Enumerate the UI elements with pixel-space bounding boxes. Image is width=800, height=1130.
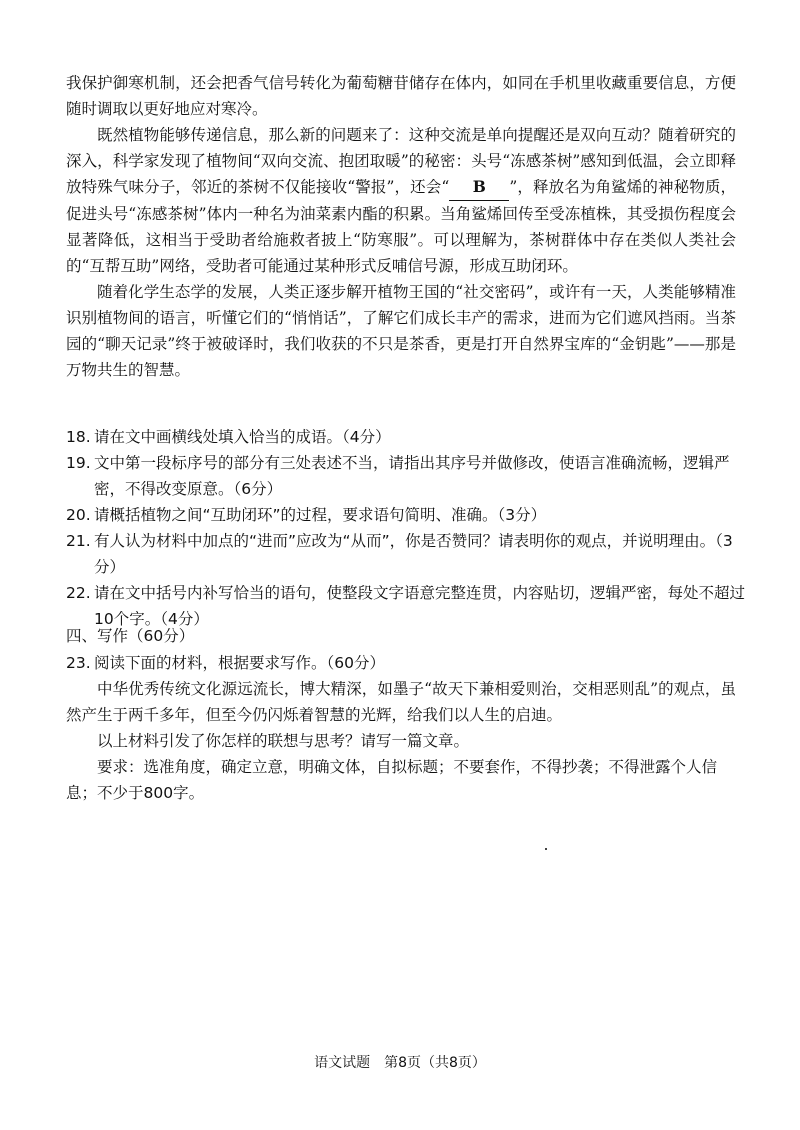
writing-requirements: 要求：选准角度，确定立意，明确文体，自拟标题；不要套作，不得抄袭；不得泄露个人信息；不少于800字。 <box>66 758 718 802</box>
question-number: 23. <box>66 654 91 672</box>
question-list <box>66 424 746 632</box>
passage-paragraph-1: 我保护御寒机制，还会把香气信号转化为葡萄糖苷储存在体内，如同在手机里收藏重要信息，方便随时调取以更好地应对寒冷。 <box>66 74 736 118</box>
passage-paragraph-2 <box>66 122 736 279</box>
blank-b: B <box>449 174 509 201</box>
question-number: 21. <box>66 532 91 550</box>
question-text: 请在文中画横线处填入恰当的成语。（4分） <box>94 428 391 446</box>
question-number: 22. <box>66 584 91 602</box>
question-text: 有人认为材料中加点的“进而”应改为“从而”，你是否赞同？请表明你的观点，并说明理由。（3分） <box>94 532 733 576</box>
writing-prompt: 以上材料引发了你怎样的联想与思考？请写一篇文章。 <box>97 732 470 750</box>
scan-speck <box>545 848 547 850</box>
passage-paragraph-2-before: 既然植物能够传递信息，那么新的问题来了：这种交流是单向提醒还是双向互动？随着研究的深入，科学家发现了植物间“双向交流、抱团取暖”的秘密：头号“冻感茶树”感知到低温，会立即释放特殊气味分子，邻近的茶树不仅能接收“警报”，还会“ <box>66 126 736 196</box>
question-19 <box>66 450 746 502</box>
question-23 <box>66 650 746 676</box>
question-number: 19. <box>66 454 91 472</box>
question-text: 文中第一段标序号的部分有三处表述不当，请指出其序号并做修改，使语言准确流畅，逻辑严密，不得改变原意。（6分） <box>94 454 730 498</box>
question-18 <box>66 424 746 450</box>
question-text: 阅读下面的材料，根据要求写作。（60分） <box>94 654 385 672</box>
writing-instructions <box>66 728 736 806</box>
question-number: 20. <box>66 506 91 524</box>
passage-paragraph-3: 随着化学生态学的发展，人类正逐步解开植物王国的“社交密码”，或许有一天，人类能够精准识别植物间的语言，听懂它们的“悄悄话”，了解它们成长丰产的需求，进而为它们遮风挡雨。当茶园的“聊天记录”终于被破译时，我们收获的不只是茶香，更是打开自然界宝库的“金钥匙”——那是万物共生的智慧。 <box>66 283 736 379</box>
page-footer: 语文试题 第8页（共8页） <box>314 1055 486 1071</box>
writing-material <box>66 676 736 728</box>
question-text: 请概括植物之间“互助闭环”的过程，要求语句简明、准确。（3分） <box>94 506 547 524</box>
reading-passage <box>66 70 736 383</box>
material-text: 中华优秀传统文化源远流长，博大精深，如墨子“故天下兼相爱则治，交相恶则乱”的观点，虽然产生于两千多年，但至今仍闪烁着智慧的光辉，给我们以人生的启迪。 <box>66 680 736 724</box>
question-number: 18. <box>66 428 91 446</box>
question-text: 请在文中括号内补写恰当的语句，使整段文字语意完整连贯，内容贴切，逻辑严密，每处不超过10个字。（4分） <box>94 584 746 628</box>
section-title-writing: 四、写作（60分） <box>66 627 195 645</box>
question-21 <box>66 528 746 580</box>
passage-paragraph-2-after: ”，释放名为角鲨烯的神秘物质，促进头号“冻感茶树”体内一种名为油菜素内酯的积累。当角鲨烯回传至受冻植株，其受损伤程度会显著降低，这相当于受助者给施救者披上“防寒服”。可以理解为，茶树群体中存在类似人类社会的“互帮互助”网络，受助者可能通过某种形式反哺信号源，形成互助闭环。 <box>66 178 736 275</box>
question-20 <box>66 502 746 528</box>
